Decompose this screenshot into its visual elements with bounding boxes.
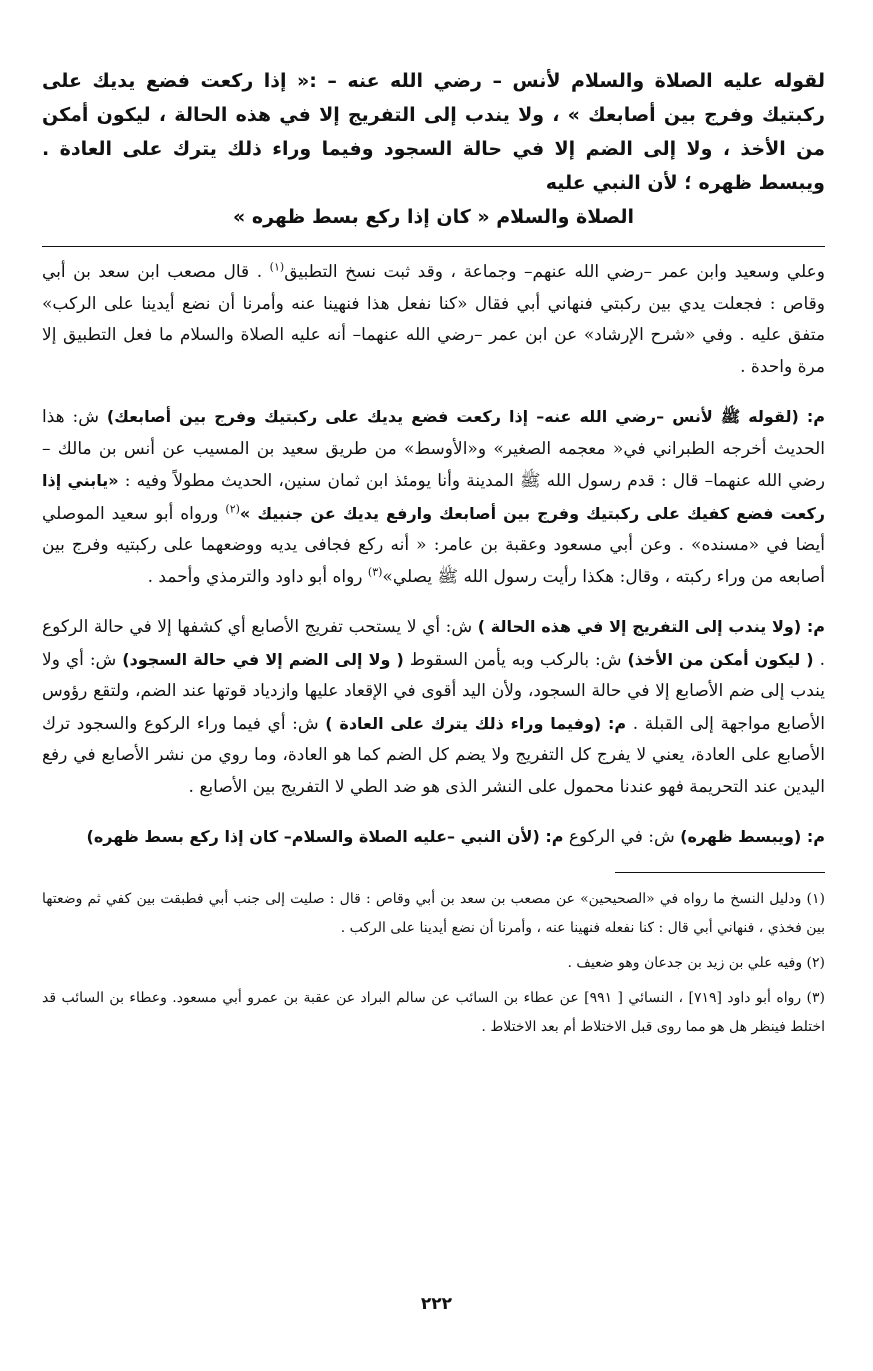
quoted-matn: م: (ولا يندب إلى التفريج إلا في هذه الحالة ) xyxy=(477,617,825,636)
commentary-text: ش: أي ولا يندب إلى ضم الأصابع إلا في حالة السجود، ولأن اليد أقوى في الإقعاد عليها وازدياد قوتها عند الضم، ولتقع رؤوس الأصابع مواجهة إلى القبلة . xyxy=(42,649,825,734)
quoted-matn: م: (وفيما وراء ذلك يترك على العادة ) xyxy=(325,713,627,733)
footnote-reference[interactable]: (١) xyxy=(269,260,285,274)
commentary-text: ش: في الركوع xyxy=(563,827,681,847)
commentary-text: ش: هذا الحديث أخرجه الطبراني في« معجمه الصغير» و«الأوسط» من طريق سعيد بن المسيب عن أنس بن مالك –رضي الله عنهما– قال : قدم رسول الله ﷺ المدينة وأنا يومئذ ابن ثمان سنين، الحديث مطولاً وفيه : xyxy=(42,407,825,491)
footnote-reference[interactable]: (٣) xyxy=(367,564,383,578)
commentary-text: ورواه أبو سعيد الموصلي أيضا في «مسنده» . وعن أبي مسعود وعقبة بن عامر: « أنه ركع فجافى يديه ووضعهما على ركبتيه وفرج بين أصابعه من وراء ركبته ، وقال: هكذا رأيت رسول الله ﷺ يصلي» xyxy=(42,503,825,587)
commentary-text: ش: بالركب وبه يأمن السقوط xyxy=(403,649,628,670)
commentary-paragraph-4 xyxy=(42,821,825,854)
footnote-2: (٢) وفيه علي بن زيد بن جدعان وهو ضعيف . xyxy=(567,954,825,971)
quoted-hadith: «يابني إذا ركعت فضع كفيك على ركبتيك وفرج بين أصابعك وارفع يديك عن جنبيك » xyxy=(42,471,826,523)
commentary-paragraph-3 xyxy=(42,611,825,803)
main-text xyxy=(42,64,825,234)
main-text-separator xyxy=(42,246,825,247)
document-page xyxy=(42,64,825,1048)
quoted-matn: ( ليكون أمكن من الأخذ) xyxy=(627,649,814,669)
footnote-3: (٣) رواه أبو داود [٧١٩] ، النسائي [ ٩٩١] عن عطاء بن السائب عن سالم البراد عن عقبة بن عمرو أبي مسعود. وعطاء بن السائب قد اختلط فينظر هل هو مما روى قبل الاختلاط أم بعد الاختلاط . xyxy=(42,989,825,1035)
commentary-text: ش: أي لا يستحب تفريج الأصابع أي كشفها إلا في حالة الركوع . xyxy=(42,617,825,670)
quoted-matn: م: (ويبسط ظهره) xyxy=(680,827,825,846)
page-number: ٢٢٢ xyxy=(420,1294,453,1314)
commentary-text: رواه أبو داود والترمذي وأحمد . xyxy=(147,566,368,587)
commentary-paragraph-1 xyxy=(42,257,825,383)
commentary-text: . قال مصعب ابن سعد بن أبي وقاص : فجعلت يدي بين ركبتي فنهاني أبي فقال «كنا نفعل هذا فنهينا عنه وأمرنا أن نضع أيدينا على الركب» متفق عليه . وفي «شرح الإرشاد» عن ابن عمر –رضي الله عنهما– أنه عليه الصلاة والسلام ما فعل التطبيق إلا مرة واحدة . xyxy=(42,262,825,377)
main-text-last-line: الصلاة والسلام « كان إذا ركع بسط ظهره » xyxy=(232,206,635,228)
footnote-reference[interactable]: (٢) xyxy=(225,501,240,515)
footnote-separator xyxy=(615,872,825,873)
footnote-1: (١) ودليل النسخ ما رواه في «الصحيحين» عن مصعب بن سعد بن أبي وقاص : قال : صليت إلى جنب أبي فطبقت بين كفي ثم وضعتها بين فخذي ، فنهاني أبي قال : كنا نفعله فنهينا عنه ، وأمرنا أن نضع أيدينا على الركب . xyxy=(42,890,825,936)
commentary-text: ش: أي فيما وراء الركوع والسجود ترك الأصابع على العادة، يعني لا يفرج كل التفريج ولا يضم كل الضم كما هو العادة، وما روي من نشر الأصابع في رفع اليدين عند التحريمة فهو عندنا محمول على النشر الذى هو ضد الطي لا التفريج بين الأصابع . xyxy=(42,713,825,797)
commentary-text: وعلي وسعيد وابن عمر –رضي الله عنهم– وجماعة ، وقد ثبت نسخ التطبيق xyxy=(284,262,825,282)
quoted-matn: م: (لأن النبي –عليه الصلاة والسلام– كان إذا ركع بسط ظهره) xyxy=(86,827,564,846)
quoted-matn: ( ولا إلى الضم إلا في حالة السجود) xyxy=(122,649,404,669)
commentary-paragraph-2 xyxy=(42,401,825,593)
main-text-body: لقوله عليه الصلاة والسلام لأنس – رضي الله عنه – :« إذا ركعت فضع يديك على ركبتيك وفرج بين أصابعك » ، ولا يندب إلى التفريج إلا في هذه الحالة ، ليكون أمكن من الأخذ ، ولا إلى الضم إلا في حالة السجود وفيما وراء ذلك يترك على العادة . ويبسط ظهره ؛ لأن النبي عليه xyxy=(42,70,825,194)
quoted-matn: م: (لقوله ﷺ لأنس –رضي الله عنه– إذا ركعت فضع يديك على ركبتيك وفرج بين أصابعك) xyxy=(106,407,825,426)
